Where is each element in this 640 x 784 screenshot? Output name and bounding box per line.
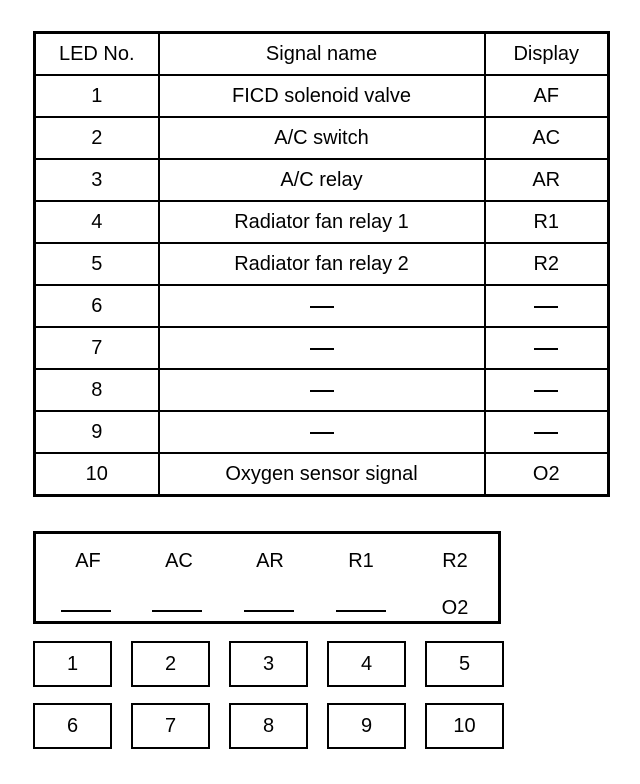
panel-blank-line	[152, 610, 202, 612]
cell-led-no: 2	[35, 117, 159, 159]
table-row	[35, 201, 609, 243]
table-row	[35, 117, 609, 159]
led-box-5: 5	[425, 641, 504, 687]
cell-signal-name	[159, 285, 485, 327]
led-box-9: 9	[327, 703, 406, 749]
cell-led-no: 10	[35, 453, 159, 496]
panel-label-af: AF	[75, 550, 101, 572]
dash-placeholder	[310, 306, 334, 308]
dash-placeholder	[310, 432, 334, 434]
cell-display	[485, 327, 609, 369]
cell-signal-name: Oxygen sensor signal	[159, 453, 485, 496]
dash-placeholder	[534, 348, 558, 350]
cell-signal-name: A/C switch	[159, 117, 485, 159]
dash-placeholder	[310, 390, 334, 392]
cell-led-no: 5	[35, 243, 159, 285]
cell-led-no: 7	[35, 327, 159, 369]
led-box-4: 4	[327, 641, 406, 687]
cell-display: R1	[485, 201, 609, 243]
panel-blank-line	[336, 610, 386, 612]
cell-signal-name: Radiator fan relay 1	[159, 201, 485, 243]
table-row	[35, 243, 609, 285]
table-row	[35, 159, 609, 201]
panel-label-ac: AC	[165, 550, 193, 572]
led-box-7: 7	[131, 703, 210, 749]
cell-display	[485, 369, 609, 411]
table-row	[35, 453, 609, 496]
led-box-3: 3	[229, 641, 308, 687]
table-row	[35, 327, 609, 369]
cell-led-no: 3	[35, 159, 159, 201]
cell-display: AF	[485, 75, 609, 117]
cell-display: AR	[485, 159, 609, 201]
cell-display: O2	[485, 453, 609, 496]
cell-signal-name: FICD solenoid valve	[159, 75, 485, 117]
cell-display	[485, 285, 609, 327]
cell-led-no: 6	[35, 285, 159, 327]
cell-led-no: 1	[35, 75, 159, 117]
cell-signal-name	[159, 369, 485, 411]
table-row	[35, 411, 609, 453]
table-header-row	[35, 33, 609, 76]
led-box-1: 1	[33, 641, 112, 687]
cell-signal-name: A/C relay	[159, 159, 485, 201]
display-panel	[33, 531, 501, 624]
cell-signal-name	[159, 411, 485, 453]
led-box-2: 2	[131, 641, 210, 687]
header-signal-name: Signal name	[159, 33, 485, 76]
cell-display	[485, 411, 609, 453]
led-box-10: 10	[425, 703, 504, 749]
dash-placeholder	[534, 306, 558, 308]
table-row	[35, 369, 609, 411]
cell-signal-name	[159, 327, 485, 369]
panel-blank-line	[61, 610, 111, 612]
cell-led-no: 8	[35, 369, 159, 411]
dash-placeholder	[310, 348, 334, 350]
header-display: Display	[485, 33, 609, 76]
header-led-no: LED No.	[35, 33, 159, 76]
cell-display: AC	[485, 117, 609, 159]
panel-label-r1: R1	[348, 550, 374, 572]
cell-led-no: 4	[35, 201, 159, 243]
panel-label-o2: O2	[441, 597, 469, 619]
led-signal-table	[33, 31, 610, 497]
table-row	[35, 75, 609, 117]
cell-led-no: 9	[35, 411, 159, 453]
panel-blank-line	[244, 610, 294, 612]
led-box-8: 8	[229, 703, 308, 749]
led-box-6: 6	[33, 703, 112, 749]
cell-display: R2	[485, 243, 609, 285]
dash-placeholder	[534, 432, 558, 434]
cell-signal-name: Radiator fan relay 2	[159, 243, 485, 285]
table-row	[35, 285, 609, 327]
dash-placeholder	[534, 390, 558, 392]
panel-label-r2: R2	[442, 550, 468, 572]
panel-label-ar: AR	[256, 550, 284, 572]
